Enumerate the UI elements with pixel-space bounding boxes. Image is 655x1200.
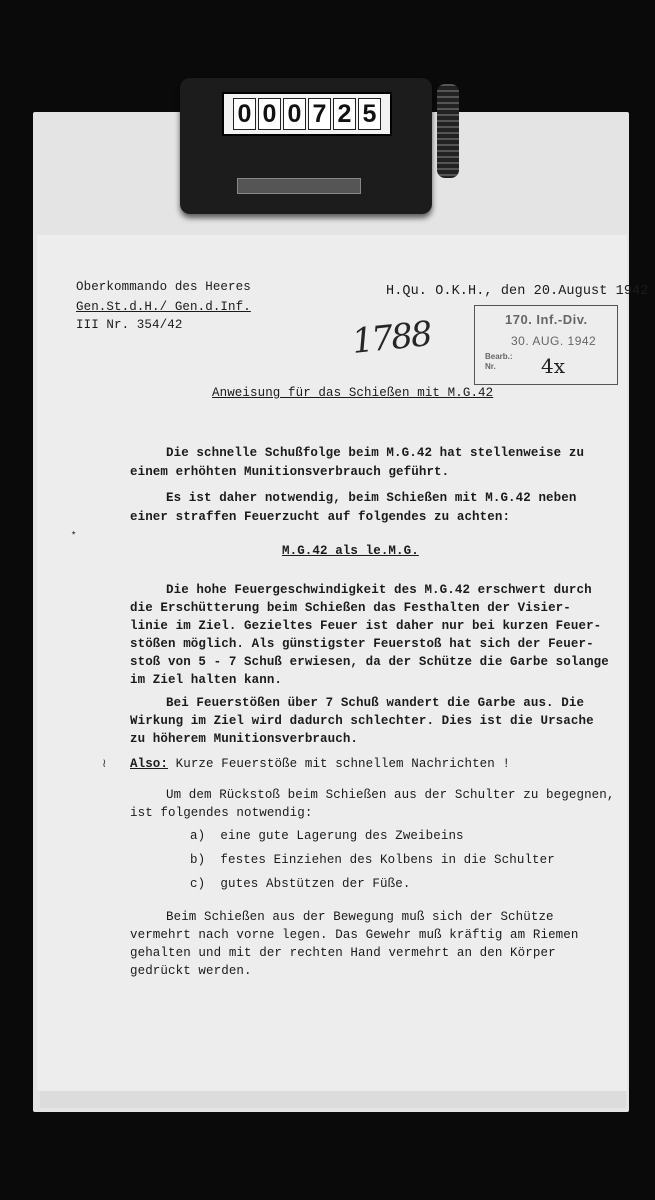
margin-mark: ⋆ bbox=[70, 527, 78, 541]
header-dept: Gen.St.d.H./ Gen.d.Inf. bbox=[76, 300, 251, 314]
registry-handwritten: 4x bbox=[541, 354, 566, 378]
registry-nr-label: Nr. bbox=[485, 362, 496, 371]
document-title: Anweisung für das Schießen mit M.G.42 bbox=[212, 386, 494, 400]
header-ref: III Nr. 354/42 bbox=[76, 318, 183, 332]
counter-digit: 7 bbox=[308, 98, 331, 130]
list-marker: c) bbox=[190, 877, 206, 891]
intro-line: Die schnelle Schußfolge beim M.G.42 hat stellenweise zu bbox=[166, 446, 585, 460]
registry-labels bbox=[485, 352, 513, 372]
intro-line: einer straffen Feuerzucht auf folgendes zu achten: bbox=[130, 510, 511, 524]
list-marker: b) bbox=[190, 853, 206, 867]
body-line: die Erschütterung beim Schießen das Festhalten der Visier- bbox=[130, 601, 571, 615]
list-text: eine gute Lagerung des Zweibeins bbox=[220, 829, 464, 843]
header-place-date: H.Qu. O.K.H., den 20.August 1942 bbox=[386, 284, 649, 299]
paper-bottom-edge bbox=[40, 1090, 626, 1108]
frame-counter bbox=[222, 92, 392, 136]
list-item bbox=[190, 853, 555, 867]
list-text: festes Einziehen des Kolbens in die Schulter bbox=[220, 853, 555, 867]
body-line: Bei Feuerstößen über 7 Schuß wandert die Garbe aus. Die bbox=[166, 696, 585, 710]
list-item bbox=[190, 877, 410, 891]
also-label: Also: bbox=[130, 757, 169, 771]
list-item bbox=[190, 829, 464, 843]
registry-stamp bbox=[474, 305, 618, 385]
header-org: Oberkommando des Heeres bbox=[76, 280, 251, 294]
counter-digit: 5 bbox=[358, 98, 381, 130]
stamp-knob bbox=[437, 84, 459, 178]
body-line: zu höherem Munitionsverbrauch. bbox=[130, 732, 359, 746]
body-line: Beim Schießen aus der Bewegung muß sich der Schütze bbox=[166, 910, 554, 924]
intro-line: einem erhöhten Munitionsverbrauch geführt. bbox=[130, 465, 450, 479]
counter-digit: 0 bbox=[283, 98, 306, 130]
body-line: Wirkung im Ziel wird dadurch schlechter. Dies ist die Ursache bbox=[130, 714, 594, 728]
body-line: vermehrt nach vorne legen. Das Gewehr muß kräftig am Riemen bbox=[130, 928, 579, 942]
body-line: Um dem Rückstoß beim Schießen aus der Schulter zu begegnen, bbox=[166, 788, 615, 802]
registry-date: 30. AUG. 1942 bbox=[511, 334, 597, 348]
body-line: ist folgendes notwendig: bbox=[130, 806, 313, 820]
registry-bearb-label: Bearb.: bbox=[485, 352, 513, 361]
body-line: gedrückt werden. bbox=[130, 964, 252, 978]
body-line: gehalten und mit der rechten Hand vermehrt an den Körper bbox=[130, 946, 556, 960]
also-line bbox=[130, 757, 510, 771]
stamp-slot bbox=[237, 178, 361, 194]
also-text: Kurze Feuerstöße mit schnellem Nachrichten ! bbox=[175, 757, 511, 771]
body-line: Die hohe Feuergeschwindigkeit des M.G.42 erschwert durch bbox=[166, 583, 592, 597]
body-line: im Ziel halten kann. bbox=[130, 673, 283, 687]
counter-digit: 2 bbox=[333, 98, 356, 130]
intro-line: Es ist daher notwendig, beim Schießen mit M.G.42 neben bbox=[166, 491, 577, 505]
section-heading: M.G.42 als le.M.G. bbox=[282, 544, 419, 558]
handwritten-number: 1788 bbox=[350, 314, 433, 362]
list-marker: a) bbox=[190, 829, 206, 843]
body-line: linie im Ziel. Gezieltes Feuer ist daher nur bei kurzen Feuer- bbox=[130, 619, 602, 633]
counter-digit: 0 bbox=[258, 98, 281, 130]
body-line: stoß von 5 - 7 Schuß erwiesen, da der Schütze die Garbe solange bbox=[130, 655, 609, 669]
counter-digit: 0 bbox=[233, 98, 256, 130]
list-text: gutes Abstützen der Füße. bbox=[220, 877, 411, 891]
body-line: stößen möglich. Als günstigster Feuerstoß hat sich der Feuer- bbox=[130, 637, 594, 651]
registry-unit: 170. Inf.-Div. bbox=[505, 312, 588, 327]
margin-mark: ≀ bbox=[102, 757, 107, 771]
